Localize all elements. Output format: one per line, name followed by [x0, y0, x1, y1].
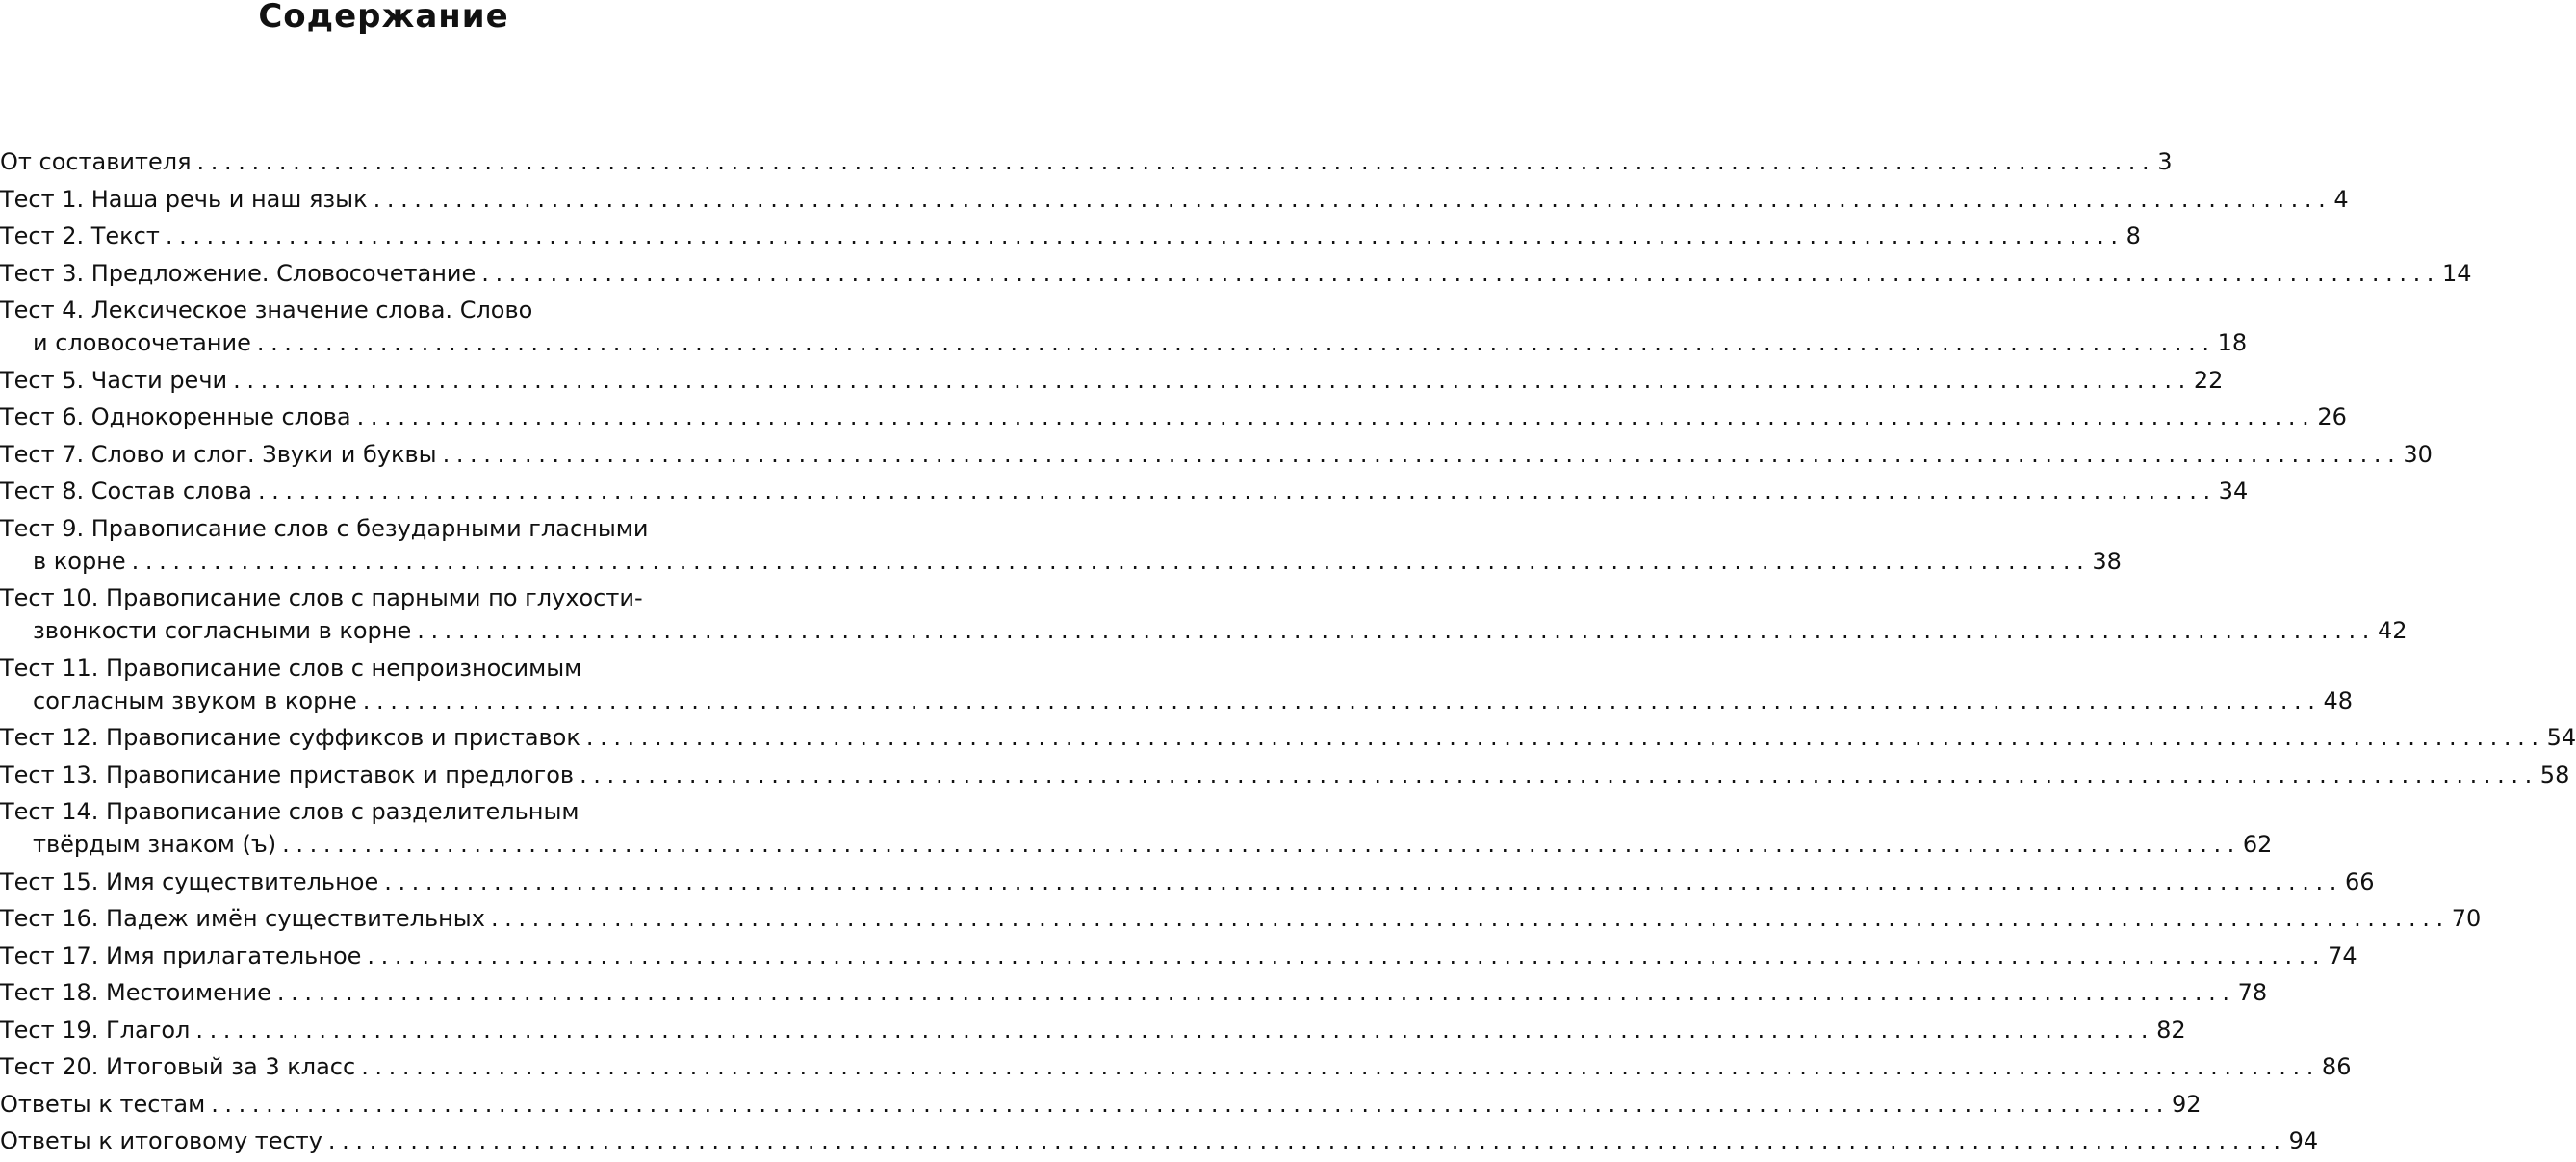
toc-page-number: 34	[2218, 478, 2249, 504]
toc-dot-leader: ...............................................................................................................................................	[195, 1016, 2155, 1044]
toc-entry-title: в корне	[33, 547, 126, 575]
toc-entry-title: твёрдым знаком (ъ)	[33, 831, 277, 858]
toc-page-number: 18	[2217, 329, 2248, 356]
toc-dot-leader: ...............................................................................................................................................	[417, 617, 2376, 644]
toc-entry	[0, 183, 2349, 216]
toc-entry	[0, 721, 2576, 754]
page-title: Содержание	[258, 0, 509, 36]
toc-entry	[0, 795, 2273, 861]
toc-dot-leader: ...............................................................................................................................................	[282, 831, 2241, 858]
toc-page-number: 22	[2193, 366, 2224, 394]
toc-page-number: 66	[2344, 867, 2375, 895]
toc-dot-leader: ...............................................................................................................................................	[580, 761, 2538, 788]
toc-entry	[0, 1050, 2352, 1083]
toc-entry-title-line: Тест 11. Правописание слов с непроизносимым	[0, 654, 582, 682]
toc-page-number: 26	[2317, 403, 2347, 430]
toc-entry-title: звонкости согласными в корне	[33, 617, 412, 644]
toc-entry-title: От составителя	[0, 148, 192, 175]
toc-dot-leader: ...............................................................................................................................................	[196, 148, 2156, 175]
toc-entry	[0, 940, 2357, 972]
toc-entry-title: Тест 2. Текст	[0, 222, 160, 249]
toc-dot-leader: ...............................................................................................................................................	[327, 1127, 2287, 1154]
toc-entry	[0, 902, 2482, 935]
toc-entry	[0, 475, 2249, 507]
toc-entry-title: Тест 19. Глагол	[0, 1016, 191, 1044]
toc-entry-title-line: Тест 4. Лексическое значение слова. Слово	[0, 297, 533, 323]
toc-page-number: 8	[2125, 222, 2141, 249]
toc-page-number: 3	[2157, 148, 2173, 175]
toc-page-number: 62	[2242, 831, 2273, 858]
toc-page-number: 94	[2288, 1127, 2319, 1154]
toc-page-number: 78	[2237, 979, 2268, 1006]
toc-dot-leader: ...............................................................................................................................................	[442, 440, 2402, 468]
toc-entry	[0, 1124, 2319, 1157]
toc-entry	[0, 652, 2354, 717]
toc-page-number: 48	[2323, 686, 2354, 714]
toc-dot-leader: ...............................................................................................................................................	[165, 222, 2125, 249]
toc-page-number: 74	[2328, 942, 2357, 969]
toc-entry	[0, 581, 2408, 647]
toc-entry-title: Тест 13. Правописание приставок и предлогов	[0, 761, 575, 788]
toc-entry	[0, 364, 2224, 397]
toc-dot-leader: ...............................................................................................................................................	[362, 686, 2322, 714]
toc-page-number: 92	[2171, 1090, 2202, 1118]
toc-entry-title: Тест 3. Предложение. Словосочетание	[0, 259, 477, 287]
toc-entry-title-line: Тест 9. Правописание слов с безударными гласными	[0, 514, 649, 542]
toc-dot-leader: ...............................................................................................................................................	[373, 185, 2332, 213]
toc-dot-leader: ...............................................................................................................................................	[367, 942, 2327, 969]
toc-entry-title: Тест 5. Части речи	[0, 366, 228, 394]
toc-dot-leader: ...............................................................................................................................................	[211, 1090, 2170, 1118]
toc-page-number: 58	[2539, 761, 2570, 788]
toc-entry-title: Тест 6. Однокоренные слова	[0, 403, 351, 430]
toc-dot-leader: ...............................................................................................................................................	[384, 867, 2343, 895]
table-of-contents	[0, 145, 2576, 1162]
toc-page-number: 70	[2451, 905, 2482, 932]
toc-page-number: 4	[2333, 185, 2349, 213]
toc-entry	[0, 759, 2570, 791]
toc-page-number: 38	[2092, 547, 2122, 575]
toc-entry	[0, 294, 2248, 359]
toc-entry-title: Ответы к итоговому тесту	[0, 1127, 322, 1154]
toc-entry-title: и словосочетание	[33, 329, 251, 356]
toc-dot-leader: ...............................................................................................................................................	[585, 724, 2545, 751]
toc-entry-title: Тест 15. Имя существительное	[0, 867, 379, 895]
toc-page-number: 86	[2321, 1053, 2352, 1080]
toc-entry-title: Тест 8. Состав слова	[0, 478, 252, 504]
toc-entry-title: Тест 16. Падеж имён существительных	[0, 905, 485, 932]
toc-entry-title: Тест 17. Имя прилагательное	[0, 942, 362, 969]
toc-entry-title: Ответы к тестам	[0, 1090, 206, 1118]
toc-entry	[0, 1014, 2186, 1046]
toc-page-number: 14	[2442, 259, 2472, 287]
toc-entry-title-line: Тест 10. Правописание слов с парными по глухости-	[0, 584, 643, 611]
toc-entry-title: Тест 20. Итоговый за 3 класс	[0, 1053, 356, 1080]
toc-dot-leader: ...............................................................................................................................................	[257, 478, 2217, 504]
toc-entry	[0, 257, 2472, 290]
toc-entry	[0, 512, 2122, 578]
toc-entry-title: Тест 7. Слово и слог. Звуки и буквы	[0, 440, 437, 468]
toc-dot-leader: ...............................................................................................................................................	[276, 979, 2236, 1006]
toc-dot-leader: ...............................................................................................................................................	[131, 547, 2091, 575]
toc-entry	[0, 400, 2347, 433]
toc-entry-title: согласным звуком в корне	[33, 686, 357, 714]
toc-entry-title: Тест 18. Местоимение	[0, 979, 271, 1006]
toc-entry	[0, 865, 2375, 898]
toc-dot-leader: ...............................................................................................................................................	[361, 1053, 2320, 1080]
toc-page-number: 54	[2546, 724, 2576, 751]
toc-entry	[0, 1088, 2202, 1121]
toc-page-number: 30	[2403, 440, 2433, 468]
toc-dot-leader: ...............................................................................................................................................	[256, 329, 2216, 356]
toc-dot-leader: ...............................................................................................................................................	[481, 259, 2441, 287]
toc-entry	[0, 976, 2268, 1009]
toc-entry-title-line: Тест 14. Правописание слов с разделительным	[0, 798, 580, 825]
toc-dot-leader: ...............................................................................................................................................	[490, 905, 2450, 932]
toc-entry-title: Тест 1. Наша речь и наш язык	[0, 185, 368, 213]
toc-entry	[0, 438, 2433, 471]
toc-page-number: 82	[2156, 1016, 2186, 1044]
toc-entry	[0, 145, 2173, 178]
toc-page-number: 42	[2377, 617, 2408, 644]
toc-dot-leader: ...............................................................................................................................................	[356, 403, 2316, 430]
toc-entry-title: Тест 12. Правописание суффиксов и приставок	[0, 724, 580, 751]
toc-dot-leader: ...............................................................................................................................................	[233, 366, 2192, 394]
toc-entry	[0, 219, 2141, 252]
